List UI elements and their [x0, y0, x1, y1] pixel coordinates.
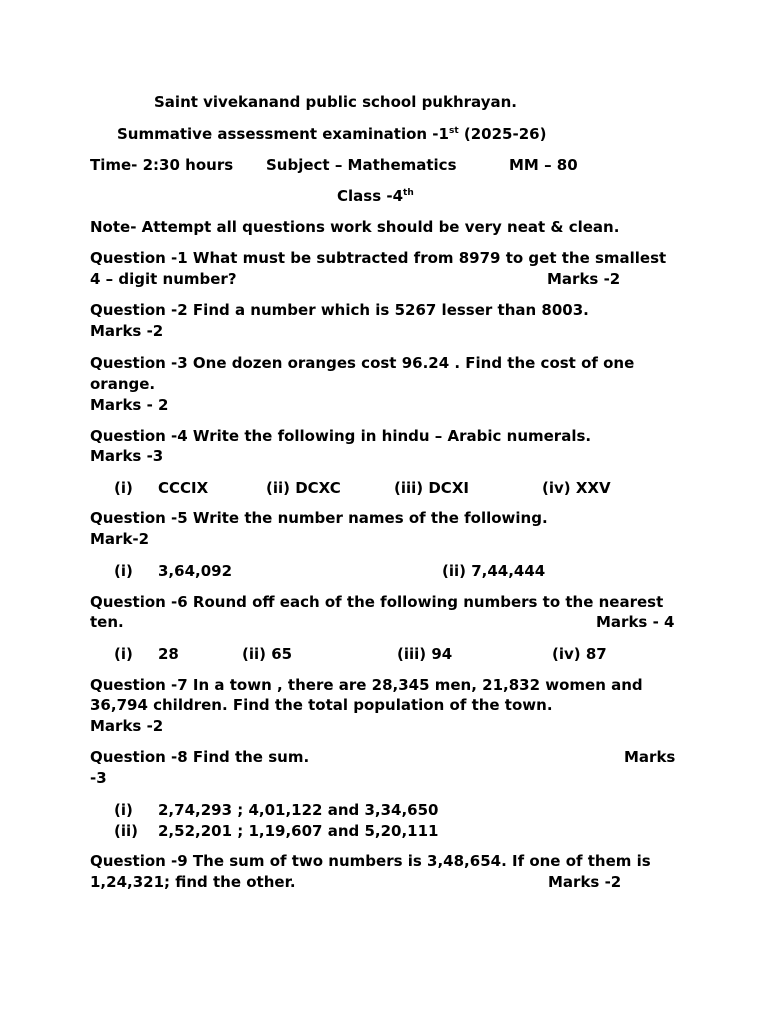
question-4-marks: Marks -3: [90, 447, 164, 465]
question-4-option-3: (iii) DCXI: [394, 479, 469, 497]
question-7-text: Question -7 In a town , there are 28,345 men, 21,832 women and: [90, 676, 643, 694]
question-6-option-1: 28: [158, 645, 179, 663]
question-8-item-2-number: (ii): [114, 822, 138, 840]
question-5-option-number: (i): [114, 562, 133, 580]
question-7-marks: Marks -2: [90, 717, 164, 735]
question-5-option-1: 3,64,092: [158, 562, 233, 580]
question-8-text: Question -8 Find the sum.: [90, 748, 310, 766]
question-5-option-2: (ii) 7,44,444: [442, 562, 546, 580]
question-6-option-number: (i): [114, 645, 133, 663]
class-label: [337, 186, 414, 207]
question-4-option-number: (i): [114, 479, 133, 497]
question-8-item-2-text: 2,52,201 ; 1,19,607 and 5,20,111: [158, 822, 439, 840]
class-label-sup: th: [403, 188, 414, 198]
question-7-text-cont: 36,794 children. Find the total population of the town.: [90, 696, 553, 714]
question-6-option-4: (iv) 87: [552, 645, 607, 663]
question-3-text-cont: orange.: [90, 375, 156, 393]
question-8-marks-label: Marks: [624, 748, 676, 766]
question-5-text: Question -5 Write the number names of the following.: [90, 509, 548, 527]
question-4-option-4: (iv) XXV: [542, 479, 611, 497]
question-6-marks: Marks - 4: [596, 613, 675, 631]
question-1-marks: Marks -2: [547, 270, 621, 288]
question-6-text: Question -6 Round off each of the following numbers to the nearest: [90, 593, 664, 611]
exam-title-sup: st: [448, 126, 459, 136]
question-2-text: Question -2 Find a number which is 5267 lesser than 8003.: [90, 301, 589, 319]
question-6-option-3: (iii) 94: [397, 645, 453, 663]
question-4-option-1: CCCIX: [158, 479, 209, 497]
question-8-marks-value: -3: [90, 769, 107, 787]
question-2-marks: Marks -2: [90, 322, 164, 340]
question-3-marks: Marks - 2: [90, 396, 169, 414]
exam-title-main: Summative assessment examination -1: [117, 125, 449, 143]
question-1-text: Question -1 What must be subtracted from 8979 to get the smallest: [90, 249, 667, 267]
school-name: Saint vivekanand public school pukhrayan.: [154, 93, 517, 111]
question-3-text: Question -3 One dozen oranges cost 96.24 . Find the cost of one: [90, 354, 635, 372]
max-marks: MM – 80: [509, 156, 578, 174]
class-label-main: Class -4: [337, 187, 404, 205]
question-6-text-cont: ten.: [90, 613, 124, 631]
note: Note- Attempt all questions work should be very neat & clean.: [90, 218, 620, 236]
question-9-text-cont: 1,24,321; find the other.: [90, 873, 296, 891]
question-9-marks: Marks -2: [548, 873, 622, 891]
exam-title: [117, 124, 546, 145]
question-4-option-2: (ii) DCXC: [266, 479, 341, 497]
question-9-text: Question -9 The sum of two numbers is 3,48,654. If one of them is: [90, 852, 651, 870]
question-5-marks: Mark-2: [90, 530, 150, 548]
question-8-item-1-number: (i): [114, 801, 133, 819]
question-8-item-1-text: 2,74,293 ; 4,01,122 and 3,34,650: [158, 801, 439, 819]
question-1-text-cont: 4 – digit number?: [90, 270, 237, 288]
question-6-option-2: (ii) 65: [242, 645, 293, 663]
exam-title-year: (2025-26): [458, 125, 547, 143]
exam-time: Time- 2:30 hours: [90, 156, 234, 174]
question-4-text: Question -4 Write the following in hindu – Arabic numerals.: [90, 427, 592, 445]
exam-subject: Subject – Mathematics: [266, 156, 457, 174]
